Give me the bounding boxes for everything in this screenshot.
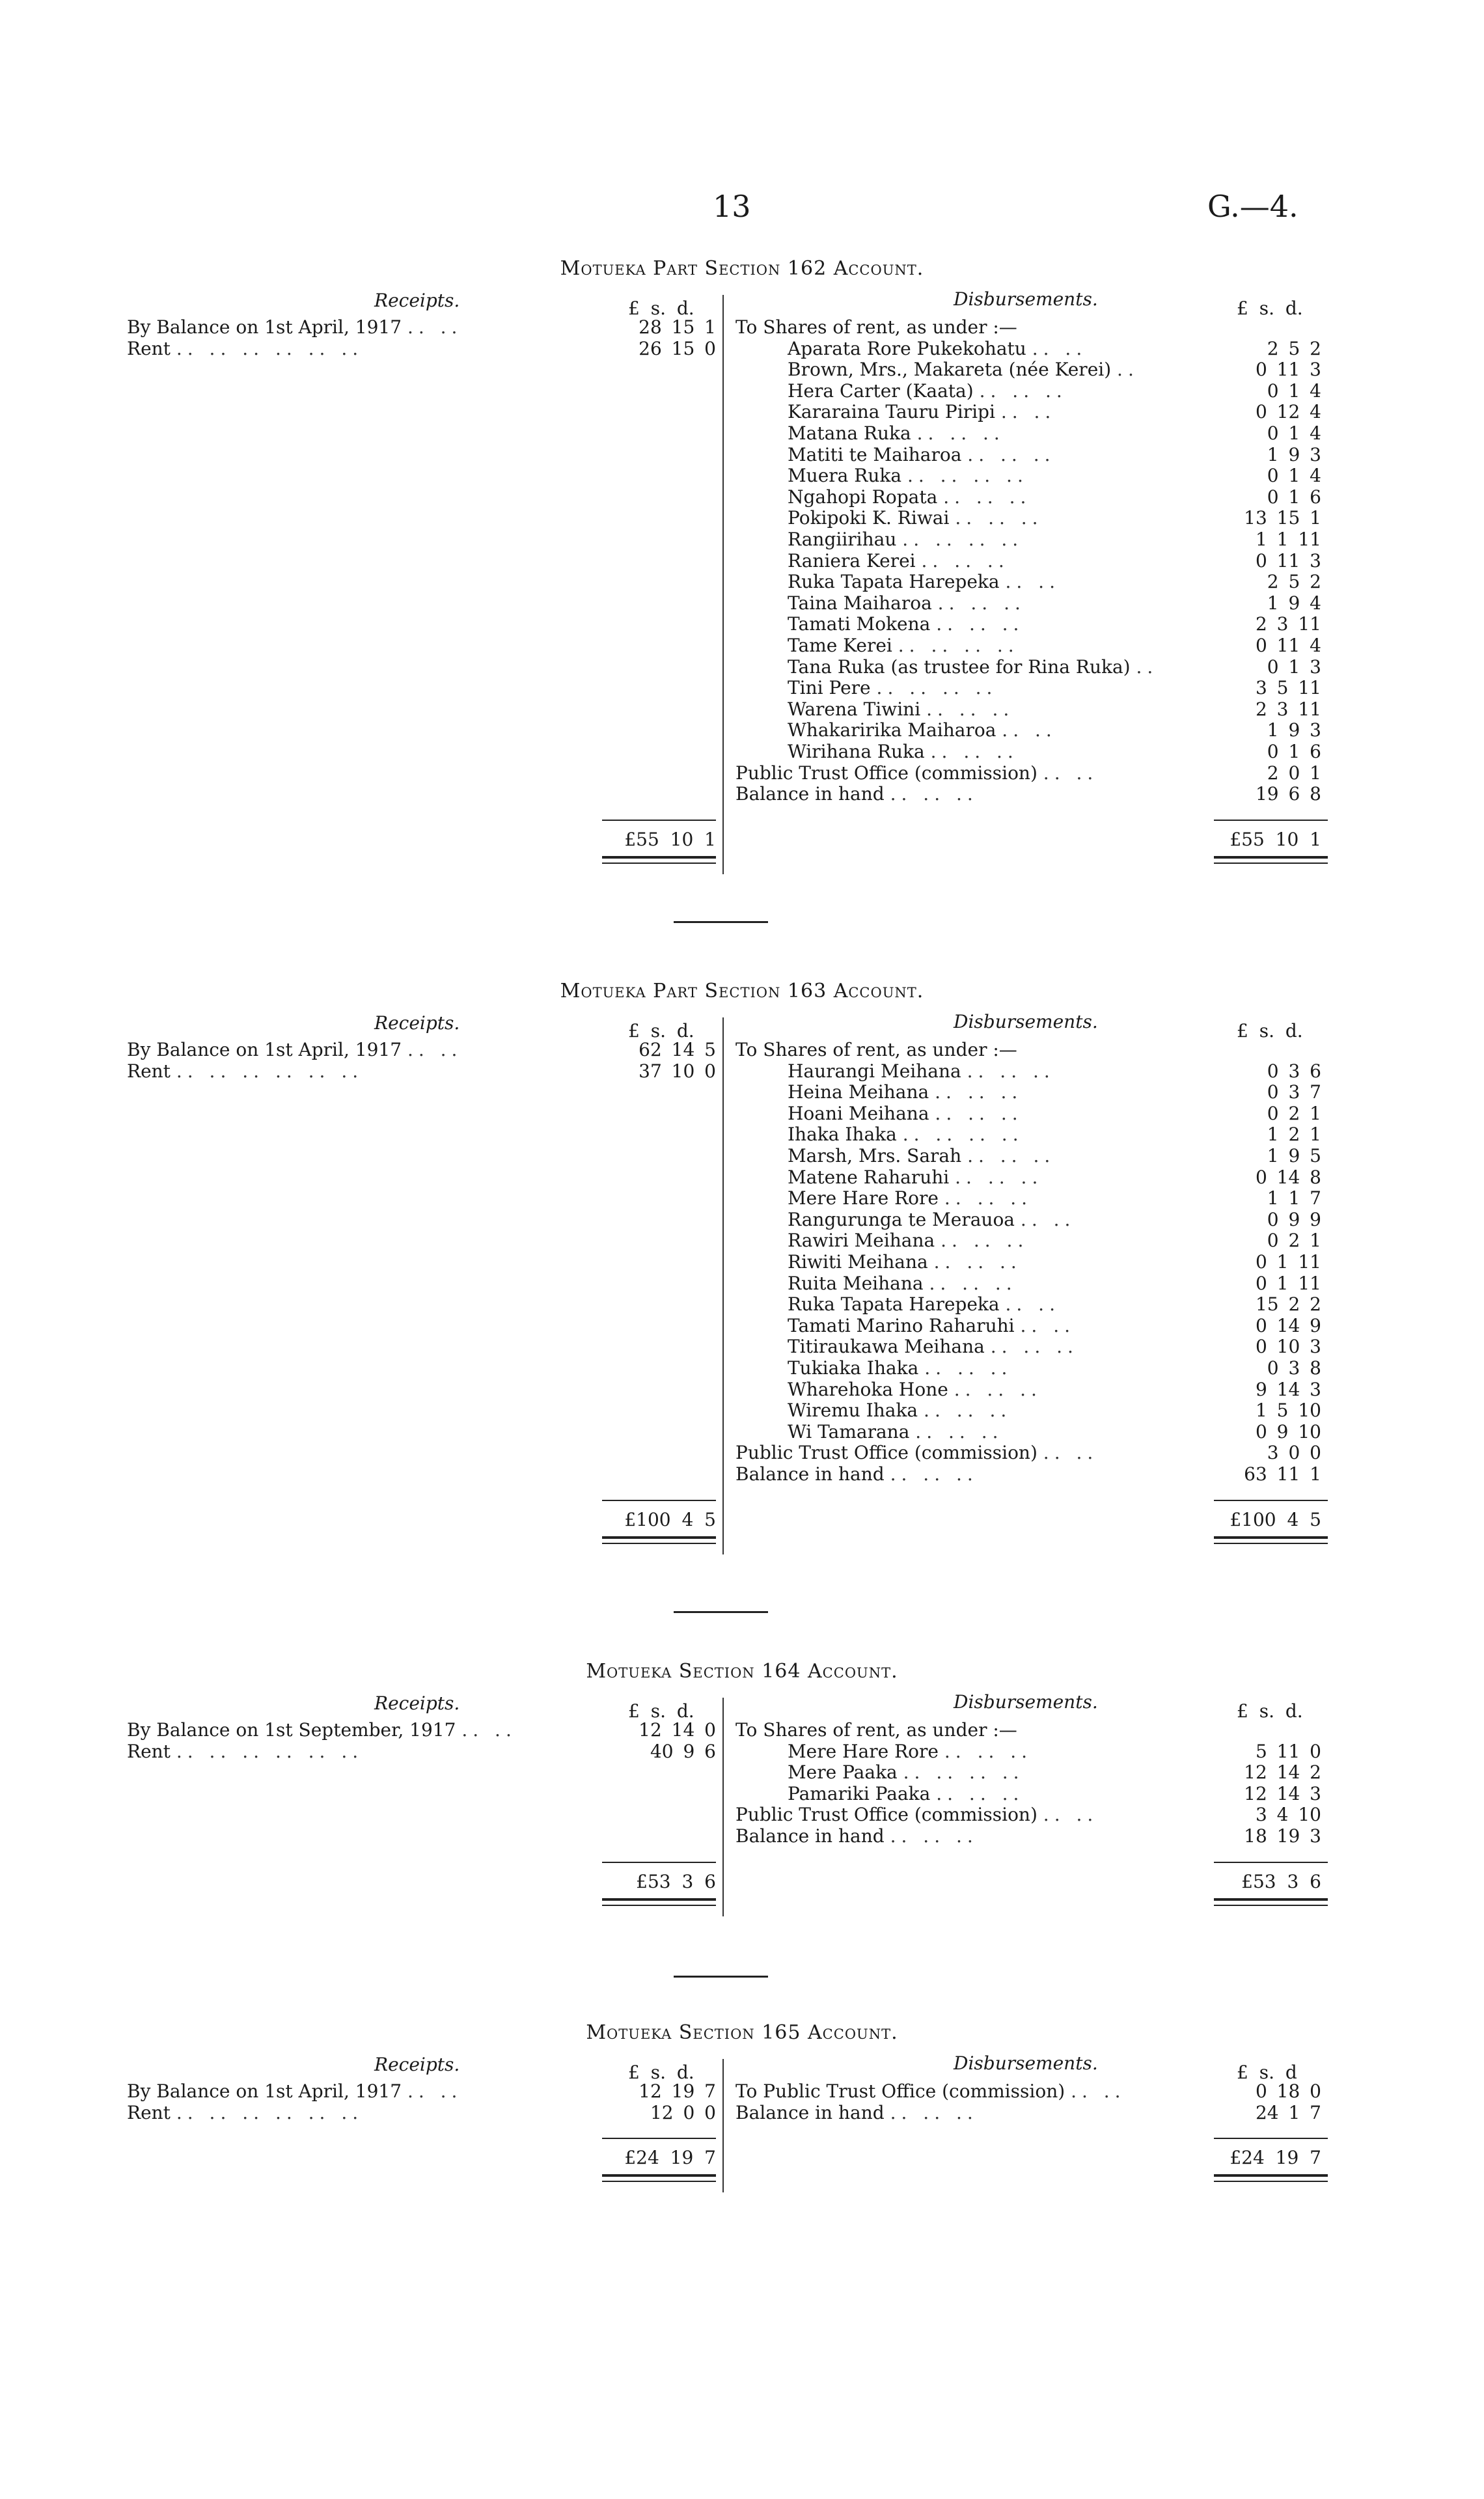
total-double-rule xyxy=(602,856,716,859)
disbursement-label: Balance in hand xyxy=(735,783,885,805)
total-double-rule xyxy=(602,1905,716,1906)
payee-amount: 0 11 3 xyxy=(1255,359,1321,381)
dot-leader: .. .. xyxy=(1043,762,1099,784)
payee-name: Matiti te Maiharoa xyxy=(788,443,962,465)
payee-row xyxy=(788,572,1060,592)
disbursement-amount: 24 1 7 xyxy=(1255,2101,1321,2123)
dot-leader: .. .. xyxy=(1020,1208,1076,1230)
payee-name: Mere Hare Rore xyxy=(788,1740,939,1762)
dot-leader: .. .. .. xyxy=(915,1420,1004,1443)
disbursement-amount: 18 19 3 xyxy=(1244,1825,1321,1847)
disbursements-total: £100 4 5 xyxy=(1230,1508,1321,1530)
dot-leader: .. .. .. xyxy=(990,1336,1079,1358)
receipts-currency-header: £ s. d. xyxy=(628,1700,694,1722)
dot-leader: .. .. .. xyxy=(955,507,1043,529)
disbursement-amount: 0 18 0 xyxy=(1255,2080,1321,2102)
receipt-label: Rent xyxy=(127,337,171,359)
payee-amount: 2 5 2 xyxy=(1267,337,1321,359)
dot-leader: .. .. .. .. .. .. xyxy=(176,337,364,359)
payee-row xyxy=(788,1316,1075,1336)
total-rule xyxy=(1214,2138,1328,2139)
receipt-label: Rent xyxy=(127,1740,171,1762)
total-double-rule xyxy=(602,2181,716,2182)
payee-name: Brown, Mrs., Makareta (née Kerei) xyxy=(788,359,1112,381)
total-double-rule xyxy=(1214,2181,1328,2182)
dot-leader: .. .. xyxy=(1032,337,1088,359)
disbursement-row xyxy=(735,1804,1098,1825)
payee-row xyxy=(788,1422,1004,1443)
payee-name: Wharehoka Hone xyxy=(788,1378,948,1400)
total-rule xyxy=(1214,1500,1328,1501)
receipts-total: £53 3 6 xyxy=(636,1870,716,1892)
dot-leader: .. .. .. xyxy=(979,380,1067,402)
payee-name: Marsh, Mrs. Sarah xyxy=(788,1145,962,1167)
payee-amount: 1 9 5 xyxy=(1267,1145,1321,1167)
payee-name: Ihaka Ihaka xyxy=(788,1124,897,1146)
dot-leader: .. .. xyxy=(1000,401,1056,423)
payee-row xyxy=(788,1167,1043,1188)
disbursements-heading: Disbursements. xyxy=(954,1011,1098,1032)
payee-amount: 0 14 8 xyxy=(1255,1166,1321,1188)
receipt-row xyxy=(127,1720,517,1741)
disbursements-total: £53 3 6 xyxy=(1241,1870,1321,1892)
disbursements-heading: Disbursements. xyxy=(954,1691,1098,1713)
payee-name: Pokipoki K. Riwai xyxy=(788,507,950,529)
payee-row xyxy=(788,1358,1012,1379)
disbursement-row xyxy=(735,763,1098,784)
payee-row xyxy=(788,1741,1032,1762)
payee-name: Wirihana Ruka xyxy=(788,741,925,762)
dot-leader: .. xyxy=(1136,656,1159,678)
disbursement-label: Public Trust Office (commission) xyxy=(735,1442,1037,1464)
receipts-total: £55 10 1 xyxy=(624,828,716,850)
payee-name: Ruka Tapata Harepeka xyxy=(788,1293,1000,1316)
dot-leader: .. .. .. xyxy=(944,1187,1033,1209)
payee-row xyxy=(788,359,1139,380)
dot-leader: .. .. xyxy=(407,1039,463,1060)
payee-row xyxy=(788,1230,1028,1251)
payee-name: Haurangi Meihana xyxy=(788,1060,961,1082)
payee-amount: 5 11 0 xyxy=(1255,1740,1321,1762)
receipt-amount: 12 0 0 xyxy=(650,2101,716,2123)
dot-leader: .. .. .. xyxy=(916,422,1005,444)
payee-name: Titiraukawa Meihana xyxy=(788,1336,985,1358)
dot-leader: .. .. .. .. .. .. xyxy=(176,2101,364,2123)
disbursements-total: £55 10 1 xyxy=(1230,828,1321,850)
disbursement-label: To Public Trust Office (commission) xyxy=(735,2080,1065,2102)
payee-row xyxy=(788,465,1028,486)
payee-row xyxy=(788,1379,1042,1400)
receipts-currency-header: £ s. d. xyxy=(628,297,694,319)
dot-leader: .. .. .. xyxy=(924,1400,1012,1422)
payee-name: Taina Maiharoa xyxy=(788,592,932,614)
dot-leader: .. .. .. xyxy=(967,1060,1055,1082)
dot-leader: .. .. xyxy=(1043,1442,1099,1464)
payee-row xyxy=(788,1124,1024,1145)
receipt-row xyxy=(127,317,462,338)
total-double-rule xyxy=(602,1543,716,1544)
receipts-currency-header: £ s. d. xyxy=(628,2062,694,2083)
payee-name: Tini Pere xyxy=(788,677,871,699)
dot-leader: .. .. xyxy=(1002,719,1057,741)
payee-amount: 1 9 3 xyxy=(1267,719,1321,741)
dot-leader: .. .. .. .. xyxy=(876,677,998,699)
payee-name: Matana Ruka xyxy=(788,422,911,444)
disbursements-total: £24 19 7 xyxy=(1230,2147,1321,2169)
payee-row xyxy=(788,635,1019,656)
payee-name: Hoani Meihana xyxy=(788,1102,929,1124)
payee-amount: 1 2 1 xyxy=(1267,1124,1321,1146)
dot-leader: .. .. xyxy=(1020,1314,1076,1336)
total-rule xyxy=(602,820,716,821)
payee-row xyxy=(788,1082,1023,1103)
payee-name: Mere Paaka xyxy=(788,1761,898,1784)
dot-leader: .. .. xyxy=(1005,571,1060,593)
disbursement-amount: 3 0 0 xyxy=(1267,1442,1321,1464)
page-reference: G.—4. xyxy=(1207,189,1298,224)
dot-leader: .. .. .. xyxy=(930,741,1019,762)
payee-row xyxy=(788,1061,1055,1082)
payee-amount: 2 5 2 xyxy=(1267,571,1321,593)
receipts-heading: Receipts. xyxy=(374,1692,460,1714)
payee-amount: 0 3 7 xyxy=(1267,1081,1321,1103)
payee-row xyxy=(788,1103,1023,1124)
payee-name: Rawiri Meihana xyxy=(788,1230,935,1252)
page-number: 13 xyxy=(713,189,751,224)
payee-amount: 0 1 6 xyxy=(1267,741,1321,762)
dot-leader: .. .. .. xyxy=(935,1081,1023,1103)
payee-name: Kararaina Tauru Piripi xyxy=(788,401,995,423)
column-divider xyxy=(722,1017,724,1554)
payee-row xyxy=(788,720,1057,741)
payee-row xyxy=(788,529,1023,550)
account-title: Motueka Section 164 Account. xyxy=(586,1660,898,1683)
payee-row xyxy=(788,614,1024,635)
disbursement-intro: To Shares of rent, as under :— xyxy=(735,1719,1017,1741)
payee-name: Matene Raharuhi xyxy=(788,1166,950,1188)
disbursement-amount: 2 0 1 xyxy=(1267,762,1321,784)
payee-amount: 0 3 8 xyxy=(1267,1357,1321,1379)
payee-row xyxy=(788,657,1158,678)
payee-name: Tamati Marino Raharuhi xyxy=(788,1314,1015,1336)
dot-leader: .. xyxy=(1117,359,1139,381)
payee-amount: 9 14 3 xyxy=(1255,1378,1321,1400)
receipts-heading: Receipts. xyxy=(374,1012,460,1034)
dot-leader: .. .. xyxy=(1005,1293,1060,1316)
disbursement-amount: 3 4 10 xyxy=(1255,1804,1321,1826)
payee-amount: 0 11 3 xyxy=(1255,549,1321,572)
payee-name: Wiremu Ihaka xyxy=(788,1400,918,1422)
disbursement-amount: 19 6 8 xyxy=(1255,783,1321,805)
total-rule xyxy=(602,2138,716,2139)
payee-row xyxy=(788,1400,1011,1421)
receipt-row xyxy=(127,2103,363,2123)
payee-row xyxy=(788,1209,1075,1230)
payee-amount: 0 14 9 xyxy=(1255,1314,1321,1336)
payee-row xyxy=(788,678,997,698)
dot-leader: .. .. .. .. xyxy=(898,635,1019,656)
payee-amount: 0 11 4 xyxy=(1255,635,1321,656)
disbursement-label: Balance in hand xyxy=(735,1463,885,1485)
total-double-rule xyxy=(1214,1898,1328,1901)
payee-name: Hera Carter (Kaata) xyxy=(788,380,974,402)
payee-amount: 0 2 1 xyxy=(1267,1230,1321,1252)
receipt-row xyxy=(127,1741,363,1762)
payee-amount: 0 1 4 xyxy=(1267,465,1321,487)
total-double-rule xyxy=(1214,1543,1328,1544)
section-separator xyxy=(674,1976,768,1978)
receipts-currency-header: £ s. d. xyxy=(628,1020,694,1042)
receipt-row xyxy=(127,1061,363,1082)
dot-leader: .. .. .. xyxy=(954,1378,1042,1400)
dot-leader: .. .. .. xyxy=(944,1740,1033,1762)
dot-leader: .. .. .. xyxy=(924,1357,1013,1379)
payee-amount: 1 1 11 xyxy=(1255,529,1321,550)
receipt-label: By Balance on 1st April, 1917 xyxy=(127,1039,402,1060)
payee-row xyxy=(788,1188,1032,1209)
dot-leader: .. .. .. .. .. .. xyxy=(176,1060,364,1082)
payee-row xyxy=(788,445,1056,465)
dot-leader: .. .. .. .. xyxy=(903,1761,1024,1784)
payee-row xyxy=(788,508,1043,529)
receipts-total: £100 4 5 xyxy=(624,1508,716,1530)
dot-leader: .. .. xyxy=(1043,1804,1099,1826)
receipt-row xyxy=(127,1040,462,1060)
total-double-rule xyxy=(1214,1536,1328,1539)
payee-row xyxy=(788,741,1019,762)
total-rule xyxy=(1214,820,1328,821)
payee-row xyxy=(788,593,1026,614)
receipt-label: By Balance on 1st April, 1917 xyxy=(127,316,402,338)
payee-row xyxy=(788,402,1056,422)
dot-leader: .. .. .. .. xyxy=(907,465,1028,487)
disbursement-label: Public Trust Office (commission) xyxy=(735,762,1037,784)
dot-leader: .. .. .. xyxy=(890,2101,978,2123)
payee-name: Ruita Meihana xyxy=(788,1272,924,1294)
total-double-rule xyxy=(1214,863,1328,864)
payee-name: Warena Tiwini xyxy=(788,698,921,720)
dot-leader: .. .. .. .. xyxy=(902,1124,1024,1146)
dot-leader: .. .. .. xyxy=(890,1825,978,1847)
disbursements-currency-header: £ s. d. xyxy=(1237,1020,1303,1042)
total-rule xyxy=(602,1500,716,1501)
disbursements-currency-header: £ s. d xyxy=(1237,2062,1297,2083)
dot-leader: .. .. xyxy=(407,2080,463,2102)
payee-amount: 0 1 6 xyxy=(1267,486,1321,508)
dot-leader: .. .. .. xyxy=(890,1463,978,1485)
payee-amount: 0 12 4 xyxy=(1255,401,1321,423)
payee-row xyxy=(788,1294,1060,1315)
receipt-row xyxy=(127,338,363,359)
disbursement-label: Balance in hand xyxy=(735,2101,885,2123)
payee-row xyxy=(788,338,1087,359)
disbursement-label: Balance in hand xyxy=(735,1825,885,1847)
disbursement-row xyxy=(735,2103,978,2123)
dot-leader: .. .. .. xyxy=(941,1230,1029,1252)
dot-leader: .. .. .. xyxy=(935,1102,1023,1124)
payee-row xyxy=(788,1273,1017,1294)
receipt-amount: 37 10 0 xyxy=(639,1060,716,1082)
payee-amount: 1 1 7 xyxy=(1267,1187,1321,1209)
receipt-amount: 28 15 1 xyxy=(639,316,716,338)
payee-row xyxy=(788,1784,1024,1804)
payee-amount: 0 2 1 xyxy=(1267,1102,1321,1124)
payee-amount: 2 3 11 xyxy=(1255,613,1321,635)
payee-name: Muera Ruka xyxy=(788,465,902,487)
payee-amount: 0 1 11 xyxy=(1255,1272,1321,1294)
account-title: Motueka Section 165 Account. xyxy=(586,2021,898,2044)
disbursements-currency-header: £ s. d. xyxy=(1237,1700,1303,1722)
disbursement-row xyxy=(735,2081,1126,2102)
disbursement-amount: 63 11 1 xyxy=(1244,1463,1321,1485)
payee-amount: 1 9 3 xyxy=(1267,443,1321,465)
payee-row xyxy=(788,1146,1055,1167)
dot-leader: .. .. .. xyxy=(921,549,1010,572)
disbursement-row xyxy=(735,1826,978,1847)
payee-row xyxy=(788,1762,1024,1783)
account-title: Motueka Part Section 162 Account. xyxy=(560,257,924,280)
payee-amount: 0 1 4 xyxy=(1267,422,1321,444)
dot-leader: .. .. .. .. xyxy=(902,529,1024,550)
payee-row xyxy=(788,551,1010,572)
disbursement-label: Public Trust Office (commission) xyxy=(735,1804,1037,1826)
disbursement-intro: To Shares of rent, as under :— xyxy=(735,316,1017,338)
section-separator xyxy=(674,1611,768,1613)
payee-name: Ngahopi Ropata xyxy=(788,486,938,508)
section-separator xyxy=(674,921,768,923)
payee-amount: 3 5 11 xyxy=(1255,677,1321,699)
total-rule xyxy=(602,1862,716,1863)
dot-leader: .. .. xyxy=(1071,2080,1126,2102)
receipt-label: By Balance on 1st April, 1917 xyxy=(127,2080,402,2102)
dot-leader: .. .. .. xyxy=(955,1166,1043,1188)
payee-name: Rangiirihau xyxy=(788,529,897,550)
total-double-rule xyxy=(1214,1905,1328,1906)
dot-leader: .. .. .. xyxy=(933,1251,1022,1273)
payee-amount: 0 10 3 xyxy=(1255,1336,1321,1358)
receipt-row xyxy=(127,2081,462,2102)
payee-amount: 12 14 2 xyxy=(1244,1761,1321,1784)
payee-name: Tamati Mokena xyxy=(788,613,931,635)
receipt-label: Rent xyxy=(127,1060,171,1082)
dot-leader: .. .. .. .. .. .. xyxy=(176,1740,364,1762)
payee-name: Tana Ruka (as trustee for Rina Ruka) xyxy=(788,656,1131,678)
receipts-heading: Receipts. xyxy=(374,290,460,311)
payee-amount: 1 5 10 xyxy=(1255,1400,1321,1422)
dot-leader: .. .. .. xyxy=(943,486,1032,508)
dot-leader: .. .. .. xyxy=(937,592,1026,614)
total-double-rule xyxy=(602,1898,716,1901)
payee-amount: 2 3 11 xyxy=(1255,698,1321,720)
disbursements-heading: Disbursements. xyxy=(954,2052,1098,2074)
payee-amount: 1 9 4 xyxy=(1267,592,1321,614)
receipt-amount: 40 9 6 xyxy=(650,1740,716,1762)
payee-name: Heina Meihana xyxy=(788,1081,929,1103)
payee-amount: 0 1 3 xyxy=(1267,656,1321,678)
dot-leader: .. .. xyxy=(407,316,463,338)
payee-row xyxy=(788,1336,1079,1357)
payee-amount: 13 15 1 xyxy=(1244,507,1321,529)
column-divider xyxy=(722,2059,724,2192)
payee-name: Aparata Rore Pukekohatu xyxy=(788,337,1026,359)
payee-amount: 0 1 4 xyxy=(1267,380,1321,402)
disbursement-row xyxy=(735,784,978,805)
total-double-rule xyxy=(1214,2174,1328,2177)
payee-amount: 12 14 3 xyxy=(1244,1782,1321,1804)
payee-row xyxy=(788,381,1067,402)
payee-name: Raniera Kerei xyxy=(788,549,916,572)
dot-leader: .. .. xyxy=(461,1719,517,1741)
receipts-heading: Receipts. xyxy=(374,2054,460,2075)
payee-row xyxy=(788,1252,1022,1273)
dot-leader: .. .. .. xyxy=(936,1782,1024,1804)
total-double-rule xyxy=(602,863,716,864)
payee-amount: 0 3 6 xyxy=(1267,1060,1321,1082)
disbursement-row xyxy=(735,1443,1098,1463)
receipt-amount: 26 15 0 xyxy=(639,337,716,359)
payee-name: Tukiaka Ihaka xyxy=(788,1357,919,1379)
payee-name: Tame Kerei xyxy=(788,635,892,656)
receipt-amount: 12 19 7 xyxy=(639,2080,716,2102)
payee-name: Riwiti Meihana xyxy=(788,1251,928,1273)
payee-name: Ruka Tapata Harepeka xyxy=(788,571,1000,593)
disbursements-currency-header: £ s. d. xyxy=(1237,297,1303,319)
payee-name: Pamariki Paaka xyxy=(788,1782,931,1804)
total-double-rule xyxy=(602,2174,716,2177)
dot-leader: .. .. .. xyxy=(890,783,978,805)
payee-amount: 0 9 10 xyxy=(1255,1420,1321,1443)
receipt-amount: 12 14 0 xyxy=(639,1719,716,1741)
payee-row xyxy=(788,699,1014,720)
column-divider xyxy=(722,1698,724,1916)
dot-leader: .. .. .. xyxy=(926,698,1015,720)
account-title: Motueka Part Section 163 Account. xyxy=(560,980,924,1002)
dot-leader: .. .. .. xyxy=(967,443,1056,465)
receipt-amount: 62 14 5 xyxy=(639,1039,716,1060)
dot-leader: .. .. .. xyxy=(967,1145,1056,1167)
payee-name: Rangurunga te Merauoa xyxy=(788,1208,1015,1230)
receipts-total: £24 19 7 xyxy=(624,2147,716,2169)
column-divider xyxy=(722,295,724,874)
disbursements-heading: Disbursements. xyxy=(954,288,1098,310)
payee-row xyxy=(788,487,1031,508)
total-double-rule xyxy=(1214,856,1328,859)
payee-amount: 0 1 11 xyxy=(1255,1251,1321,1273)
dot-leader: .. .. .. xyxy=(936,613,1024,635)
payee-name: Whakaririka Maiharoa xyxy=(788,719,996,741)
total-double-rule xyxy=(602,1536,716,1539)
receipt-label: By Balance on 1st September, 1917 xyxy=(127,1719,456,1741)
dot-leader: .. .. .. xyxy=(929,1272,1017,1294)
disbursement-intro: To Shares of rent, as under :— xyxy=(735,1039,1017,1060)
payee-row xyxy=(788,423,1005,444)
disbursement-row xyxy=(735,1464,978,1485)
receipt-label: Rent xyxy=(127,2101,171,2123)
payee-name: Wi Tamarana xyxy=(788,1420,910,1443)
payee-name: Mere Hare Rore xyxy=(788,1187,939,1209)
payee-amount: 15 2 2 xyxy=(1255,1293,1321,1316)
payee-amount: 0 9 9 xyxy=(1267,1208,1321,1230)
total-rule xyxy=(1214,1862,1328,1863)
